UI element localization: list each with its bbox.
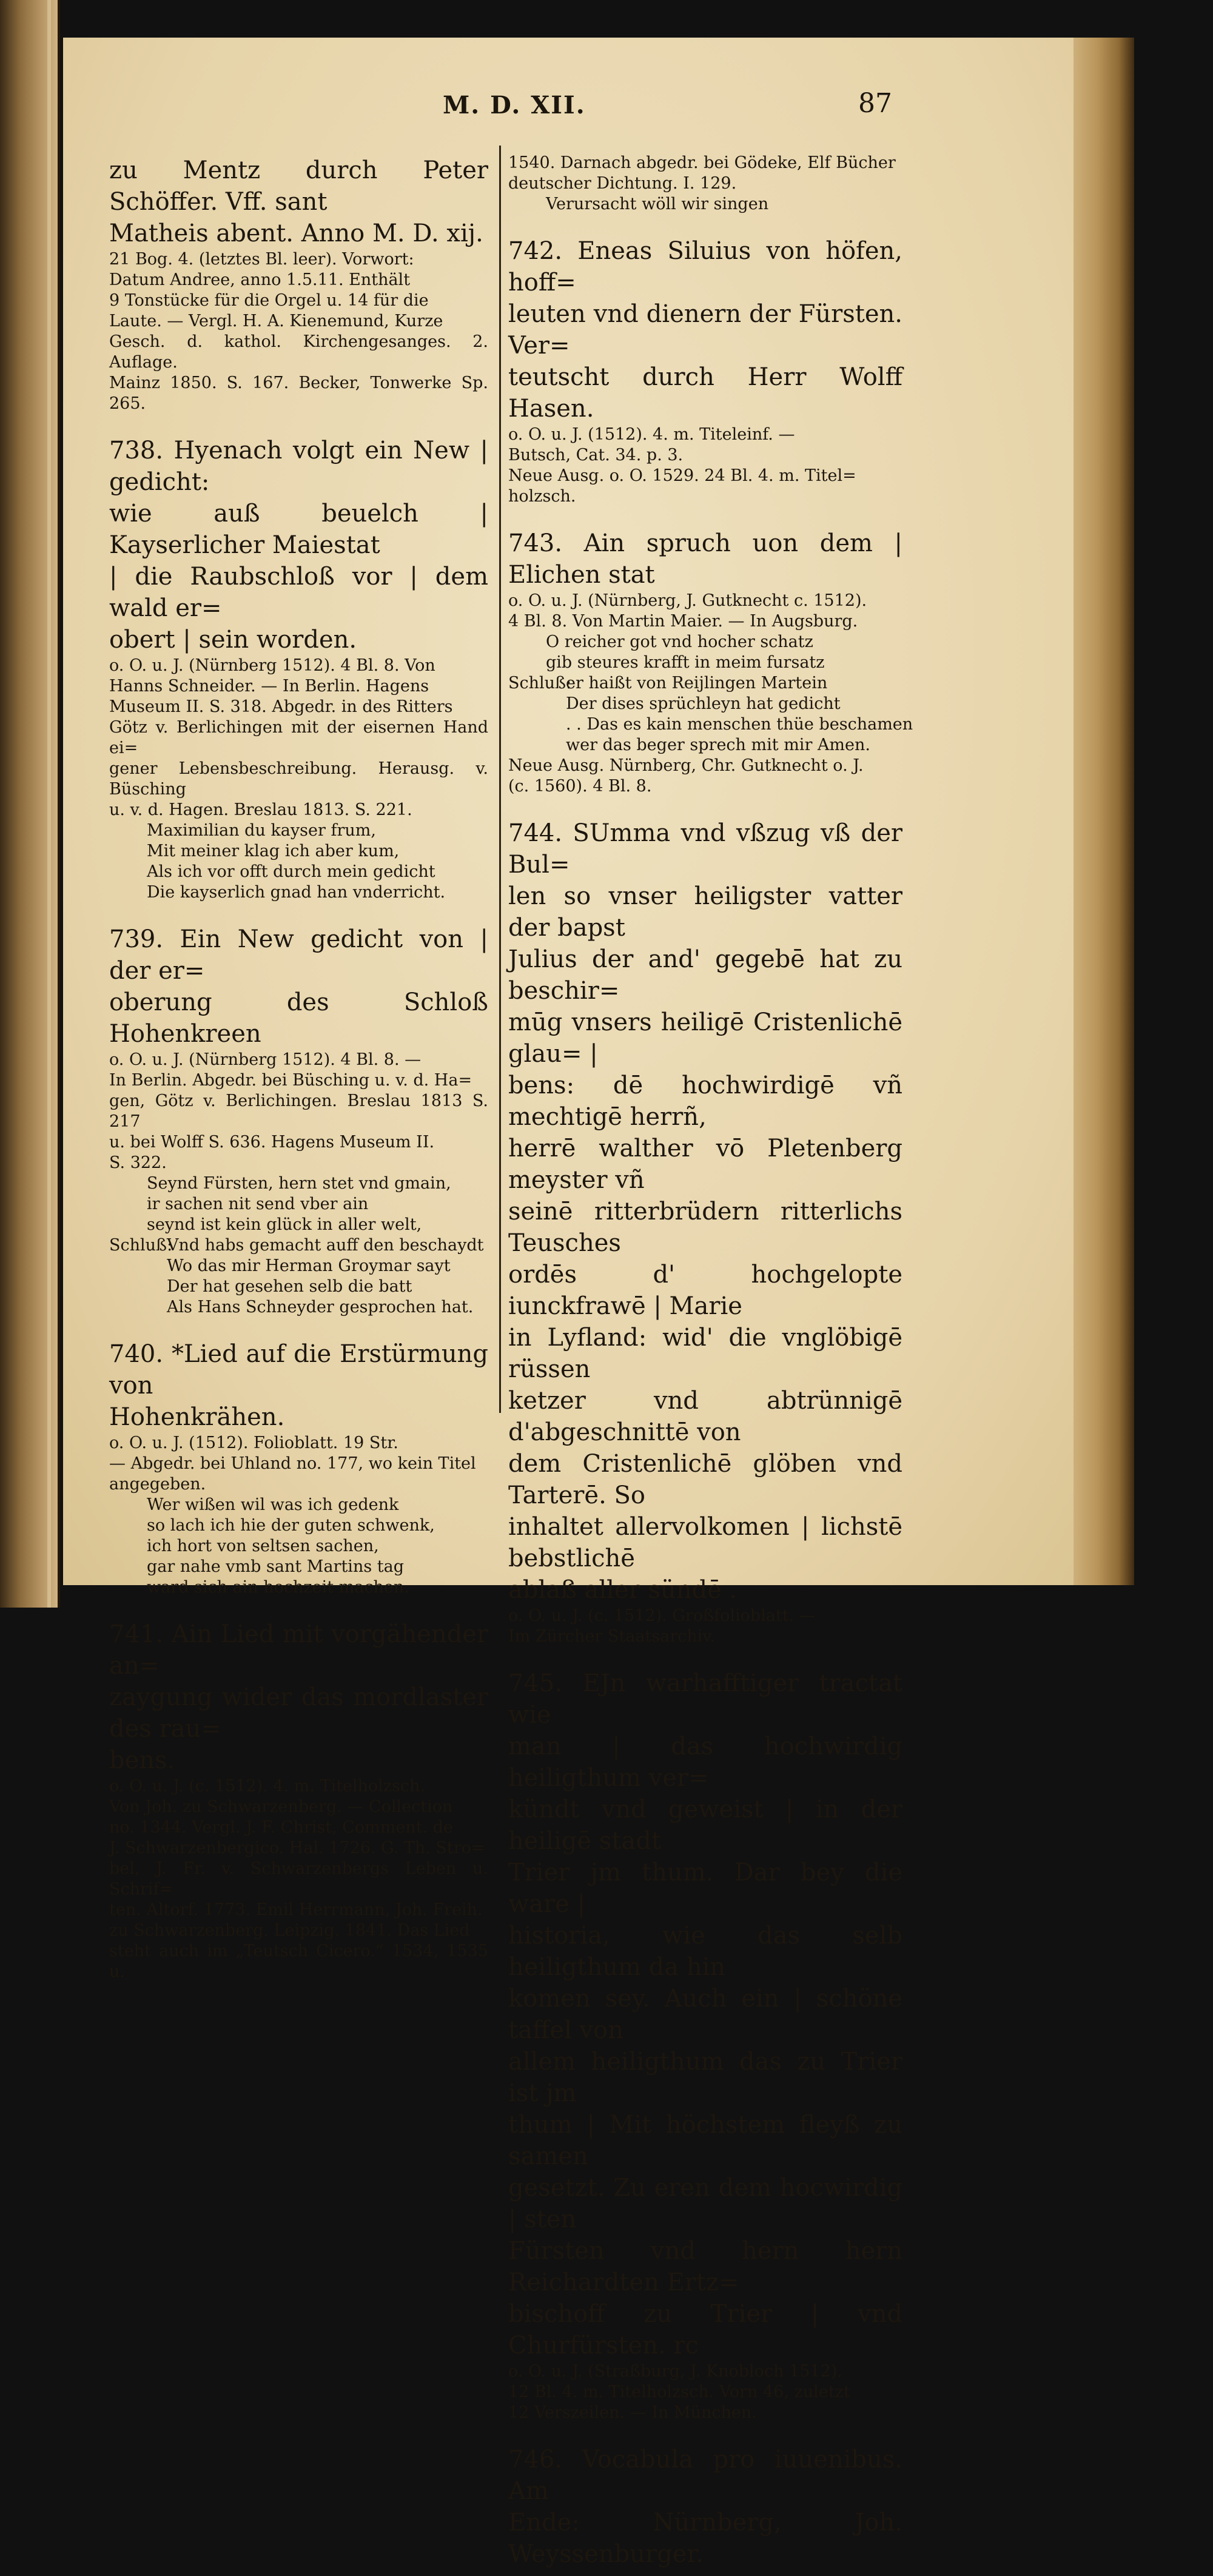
verse-incipit: Maximilian du kayser frum, Mit meiner klag ich aber kum, Als ich vor offt durch mein gedicht Die kayserlich gnad han vnderricht. [147, 821, 446, 902]
page-number: 87 [858, 88, 892, 119]
entry-continuation-left [109, 155, 488, 414]
entry-bibliography: o. O. u. J. (c. 1512). Großfolioblatt. — Im Zürcher Staatsarchiv. [508, 1606, 816, 1646]
entry-bibliography: o. O. u. J. (1512). 4. m. Titeleinf. — Butsch, Cat. 34. p. 3. Neue Ausg. o. O. 1529. 24 Bl. 4. m. Titel= holzsch. [508, 425, 856, 506]
entry-744 [508, 817, 902, 1647]
entry-bibliography: o. O. u. J. (Straßburg, J. Knobloch 1512). 12 Bl. 4. m. Titelholzsch. Vorn 46, zuletzt 12 Verszeilen. — In München. [508, 2362, 850, 2422]
entry-title: 742. Eneas Siluius von höfen, hoff= leuten vnd dienern der Fürsten. Ver= teutscht durch Herr Wolff Hasen. [508, 237, 902, 423]
entry-743 [508, 528, 913, 797]
verse-explicit: Schluß:Vnd habs gemacht auff den beschaydt Wo das mir Herman Groymar sayt Der hat gesehen selb die batt Als Hans Schneyder gesprochen hat. [109, 1236, 484, 1317]
entry-739 [109, 924, 488, 1318]
entry-741 [109, 1618, 488, 1982]
entry-bibliography: o. O. u. J. (Nürnberg 1512). 4 Bl. 8. Von Hanns Schneider. — In Berlin. Hagens Museum II. S. 318. Abgedr. in des Ritters Götz v. Berlichingen mit der eisernen Hand ei= gener Lebensbeschreibung. Herausg. v. Büsching u. v. d. Hagen. Breslau 1813. S. 221. [109, 656, 488, 819]
entry-bibliography: o. O. u. J. (Nürnberg, J. Gutknecht c. 1512). 4 Bl. 8. Von Martin Maier. — In Augsburg. [508, 591, 867, 631]
verse-incipit: Verursacht wöll wir singen [546, 195, 769, 213]
entry-bibliography: o. O. u. J. (c. 1512). 4. m. Titelholzsch. Von Joh. zu Schwarzenberg. — Collection no. 1344. Vergl. J. F. Christ, Comment. de J. Schwarzenbergico. Hal. 1726. G. Th. Stro= bel, J. Fr. v. Schwarzenbergs Leben u. Schrif= ten. Altorf. 1773. Emil Herrmann, Joh. Freih. zu Schwarzenberg. Leipzig. 1841. Das Lied steht auch im „Teutsch Cicero.“ 1534, 1535 u. [109, 1777, 488, 1981]
left-column [109, 155, 488, 1988]
entry-continuation-right [508, 153, 902, 215]
right-column [508, 153, 913, 2576]
verse-incipit: Seynd Fürsten, hern stet vnd gmain, ir sachen nit send vber ain seynd ist kein glück in aller welt, [147, 1174, 451, 1234]
schluss-label: Schluß: [508, 674, 572, 693]
entry-745 [508, 1668, 902, 2423]
page-fore-edge [1074, 38, 1134, 1585]
column-divider [499, 146, 501, 1413]
entry-740 [109, 1338, 488, 1598]
entry-title: 744. SUmma vnd vßzug vß der Bul= len so vnser heiligster vatter der bapst Julius der and' gegebē hat zu beschir= mūg vnsers heiligē Cristenlichē glau= | bens: dē hochwirdigē vñ mechtigē herrñ, herrē walther vō Pletenberg meyster vñ seinē ritterbrüdern ritterlichs Teusches ordēs d' hochgelopte iunckfrawē | Marie in Lyfland: wid' die vnglöbigē rüssen ketzer vnd abtrünnigē d'abgeschnittē von dem Cristenlichē glöben vnd Tarterē. So inhaltet allervolkomen | lichstē bebstlichē ablaß aller sündē . [508, 819, 902, 1604]
entry-bibliography: 1540. Darnach abgedr. bei Gödeke, Elf Bücher deutscher Dichtung. I. 129. [508, 153, 896, 193]
entry-title: 740. *Lied auf die Erstürmung von Hohenkrähen. [109, 1340, 488, 1431]
entry-746 [508, 2444, 902, 2570]
entry-bibliography: o. O. u. J. (Nürnberg 1512). 4 Bl. 8. — In Berlin. Abgedr. bei Büsching u. v. d. Ha= gen, Götz v. Berlichingen. Breslau 1813 S. 217 u. bei Wolff S. 636. Hagens Museum II. S. 322. [109, 1050, 488, 1172]
entry-bibliography: 21 Bog. 4. (letztes Bl. leer). Vorwort: Datum Andree, anno 1.5.11. Enthält 9 Tonstücke für die Orgel u. 14 für die Laute. — Vergl. H. A. Kienemund, Kurze Gesch. d. kathol. Kirchengesanges. 2. Auflage. Mainz 1850. S. 167. Becker, Tonwerke Sp. 265. [109, 250, 488, 413]
left-page-edge [0, 0, 60, 1608]
verse-incipit: O reicher got vnd hocher schatz gib steures krafft in meim fursatz [546, 632, 825, 672]
entry-title: zu Mentz durch Peter Schöffer. Vff. sant Matheis abent. Anno M. D. xij. [109, 156, 488, 247]
verse-incipit: Wer wißen wil was ich gedenk so lach ich hie der guten schwenk, ich hort von seltsen sachen, gar nahe vmb sant Martins tag ward sich ain hochzeit machen. [147, 1495, 435, 1597]
entry-later-editions: Neue Ausg. Nürnberg, Chr. Gutknecht o. J. (c. 1560). 4 Bl. 8. [508, 756, 864, 796]
entry-title: 741. Ain Lied mit vorgähender an= zaygung wider das mordlaster des rau= bens. [109, 1620, 488, 1774]
schluss-label: Schluß: [109, 1236, 173, 1255]
entry-title: 743. Ain spruch uon dem | Elichen stat [508, 529, 902, 589]
entry-title: 739. Ein New gedicht von | der er= oberung des Schloß Hohenkreen [109, 925, 488, 1048]
entry-742 [508, 235, 902, 507]
entry-title: 738. Hyenach volgt ein New | gedicht: wie auß beuelch | Kayserlicher Maiestat | die Raubschloß vor | dem wald er= obert | sein worden. [109, 437, 488, 654]
verse-explicit: Schluß:er haißt von Reijlingen Martein Der dises sprüchleyn hat gedicht . . Das es kain menschen thüe beschamen wer das beger sprech mit mir Amen. [508, 674, 913, 754]
entry-title: 745. EJn warhafftiger tractat wie man | das hochwirdig heiligthum ver= kündt vnd geweist | in der heiligē stadt Trier jm thum. Dar bey die ware | historia, wie das selb heiligthum da hin komen sey. Auch ein | schöne taffel von allem heiligthum das zu Trier ist jm thum | Mit höchstem fleyß zu samen gesetzt. Zu eren dem hocwirdig | sten Fürsten vnd hern hern Reichardten Ertz= bischoff zu Trier | vnd Churfürsten. rc [508, 1669, 902, 2360]
entry-738 [109, 435, 488, 903]
entry-bibliography: o. O. u. J. (1512). Folioblatt. 19 Str. — Abgedr. bei Uhland no. 177, wo kein Titel angegeben. [109, 1434, 476, 1494]
running-header: M. D. XII. [443, 91, 586, 119]
entry-title: 746. Vocabula pro iuuenibus. Am Ende: Nürnberg, Joh. Weyssenburger. [508, 2446, 902, 2568]
